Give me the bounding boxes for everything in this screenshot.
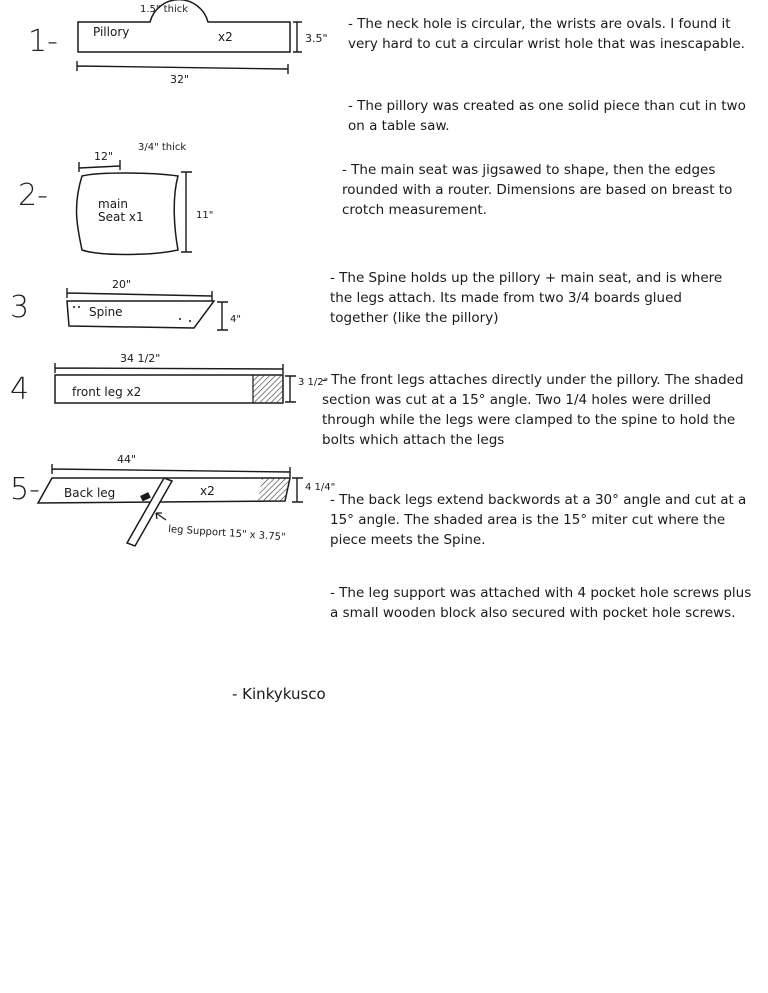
back-leg-length: 44" — [117, 453, 137, 466]
step-number-1: 1- — [28, 24, 58, 59]
back-leg-height-bracket — [292, 478, 303, 502]
pillory-length: 32" — [170, 73, 190, 86]
pillory-qty: x2 — [218, 30, 233, 44]
note-back-leg: - The back legs extend backwords at a 30° angle and cut at a 15° angle. The shaded area is the 15° miter cut where the piece meets the Spine. — [330, 492, 747, 548]
leg-support-board — [127, 478, 172, 546]
back-leg-qty: x2 — [200, 484, 215, 498]
note-pillory-holes: - The neck hole is circular, the wrists are ovals. I found it very hard to cut a circular wrist hole that was inescapable. — [348, 16, 745, 52]
front-leg-height: 3 1/2" — [298, 377, 329, 388]
front-leg-shaded-section — [253, 375, 283, 403]
back-leg-drawing — [38, 453, 335, 546]
back-leg-length-line — [52, 464, 290, 477]
note-main-seat: - The main seat was jigsawed to shape, then the edges rounded with a router. Dimensions are based on breast to crotch measurement. — [342, 162, 733, 218]
seat-thickness: 3/4" thick — [138, 142, 187, 153]
front-leg-drawing — [55, 352, 328, 403]
leg-support-label: leg Support 15" x 3.75" — [167, 524, 286, 544]
front-leg-length-line — [55, 363, 283, 374]
step-number-5: 5- — [10, 472, 40, 507]
step-number-4: 4 — [10, 372, 30, 407]
note-spine: - The Spine holds up the pillory + main seat, and is where the legs attach. Its made from two 3/4 boards glued together (like the pillory) — [330, 270, 723, 326]
note-leg-support: - The leg support was attached with 4 pocket hole screws plus a small wooden block also secured with pocket hole screws. — [330, 585, 752, 621]
seat-label-line1: main — [98, 197, 128, 211]
spine-drawing — [67, 278, 241, 330]
signature: - Kinkykusco — [232, 685, 326, 703]
step-number-2: 2- — [18, 178, 48, 213]
note-front-leg: - The front legs attaches directly under the pillory. The shaded section was cut at a 15° angle. Two 1/4 holes were drilled through while the legs were clamped to the spine to hold the bolts which attach the legs — [322, 372, 744, 448]
pillory-height: 3.5" — [305, 32, 328, 45]
spine-height: 4" — [230, 314, 241, 325]
spine-length-line — [67, 288, 212, 301]
pillory-drawing — [77, 0, 328, 86]
pillory-thickness-label: 1.5" thick — [140, 4, 189, 15]
spine-length: 20" — [112, 278, 132, 291]
note-pillory-construction: - The pillory was created as one solid piece than cut in two on a table saw. — [348, 98, 746, 134]
front-leg-length: 34 1/2" — [120, 352, 161, 365]
seat-height-bracket — [181, 172, 192, 252]
wooden-block — [140, 492, 151, 501]
step-number-3: 3 — [10, 290, 30, 325]
support-arrow-icon — [156, 513, 166, 520]
pillory-label: Pillory — [93, 25, 130, 39]
spine-height-bracket — [217, 302, 228, 330]
back-leg-height: 4 1/4" — [305, 482, 336, 493]
spine-label: Spine — [89, 305, 123, 319]
seat-height: 11" — [196, 210, 214, 221]
seat-width: 12" — [94, 150, 114, 163]
seat-drawing — [77, 142, 214, 255]
front-leg-height-bracket — [285, 376, 296, 402]
pillory-height-bracket — [293, 22, 302, 52]
front-leg-label: front leg x2 — [72, 385, 142, 399]
back-leg-label: Back leg — [64, 486, 116, 500]
back-leg-shaded-miter — [258, 478, 290, 501]
seat-label-line2: Seat x1 — [98, 210, 144, 224]
